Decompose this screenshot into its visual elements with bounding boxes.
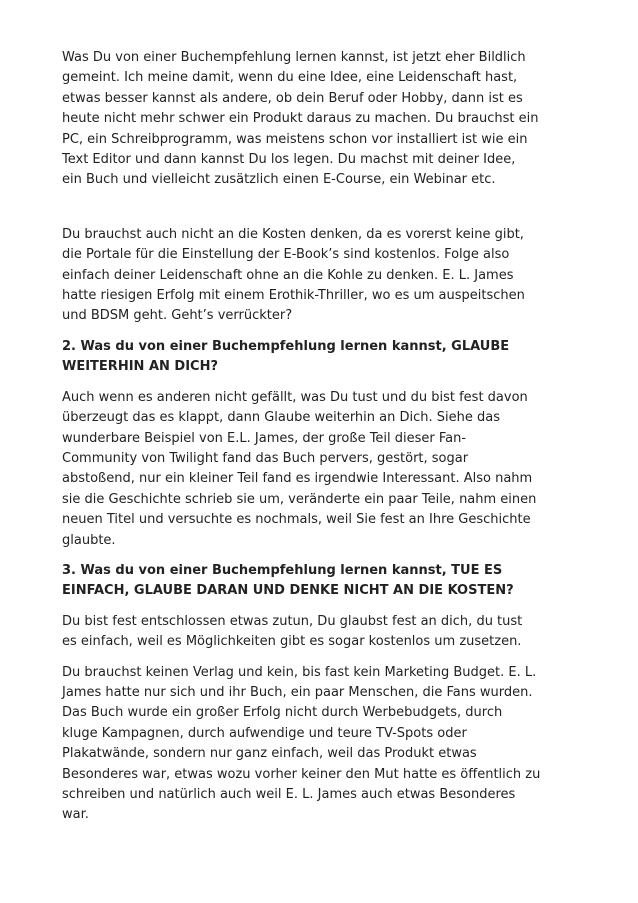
paragraph-believe: Auch wenn es anderen nicht gefällt, was Du tust und du bist fest davon überzeugt das es klappt, dann Glaube weiterhin an Dich. Siehe das wunderbare Beispiel von E.L. James, der große Teil dieser Fan- Community von Twilight fand das Buch pervers, gestört, sogar abstoßend, nur ein kleiner Teil fand es irgendwie Interessant. Also nahm sie die Geschichte schrieb sie um, veränderte ein paar Teile, nahm einen neuen Titel und versuchte es nochmals, weil Sie fest an Ihre Geschichte glaubte. (62, 389, 537, 548)
paragraph-determined: Du bist fest entschlossen etwas zutun, Du glaubst fest an dich, du tust es einfach, weil es Möglichkeiten gibt es sogar kostenlos um zusetzen. (62, 613, 523, 650)
document-page (62, 48, 582, 826)
heading-section-2: 2. Was du von einer Buchempfehlung lernen kannst, GLAUBE WEITERHIN AN DICH? (62, 338, 510, 375)
spacer (62, 653, 582, 663)
paragraph-intro: Was Du von einer Buchempfehlung lernen kannst, ist jetzt eher Bildlich gemeint. Ich meine damit, wenn du eine Idee, eine Leidenschaft hast, etwas besser kannst als andere, ob dein Beruf oder Hobby, dann ist es heute nicht mehr schwer ein Produkt daraus zu machen. Du brauchst ein PC, ein Schreibprogramm, was meistens schon vor installiert ist wie ein Text Editor und dann kannst Du los legen. Du machst mit deiner Idee, ein Buch und vielleicht zusätzlich einen E-Course, ein Webinar etc. (62, 50, 539, 188)
spacer (62, 327, 582, 337)
paragraph-costs: Du brauchst auch nicht an die Kosten denken, da es vorerst keine gibt, die Portale für die Einstellung der E-Book’s sind kostenlos. Folge also einfach deiner Leidenschaft ohne an die Kohle zu denken. E. L. James hatte riesigen Erfolg mit einem Erothik-Thriller, wo es um auspeitschen und BDSM geht. Geht’s verrückter? (62, 226, 525, 324)
spacer (62, 602, 582, 612)
heading-section-3: 3. Was du von einer Buchempfehlung lernen kannst, TUE ES EINFACH, GLAUBE DARAN UND DENKE NICHT AN DIE KOSTEN? (62, 562, 514, 599)
paragraph-budget: Du brauchst keinen Verlag und kein, bis fast kein Marketing Budget. E. L. James hatte nur sich und ihr Buch, ein paar Menschen, die Fans wurden. Das Buch wurde ein großer Erfolg nicht durch Werbebudgets, durch kluge Kampagnen, durch aufwendige und teure TV-Spots oder Plakatwände, sondern nur ganz einfach, weil das Produkt etwas Besonderes war, etwas wozu vorher keiner den Mut hatte es öffentlich zu schreiben und natürlich auch weil E. L. James auch etwas Besonderes war. (62, 664, 541, 823)
spacer (62, 551, 582, 561)
spacer (62, 378, 582, 388)
spacer (62, 191, 582, 215)
spacer (62, 215, 582, 225)
